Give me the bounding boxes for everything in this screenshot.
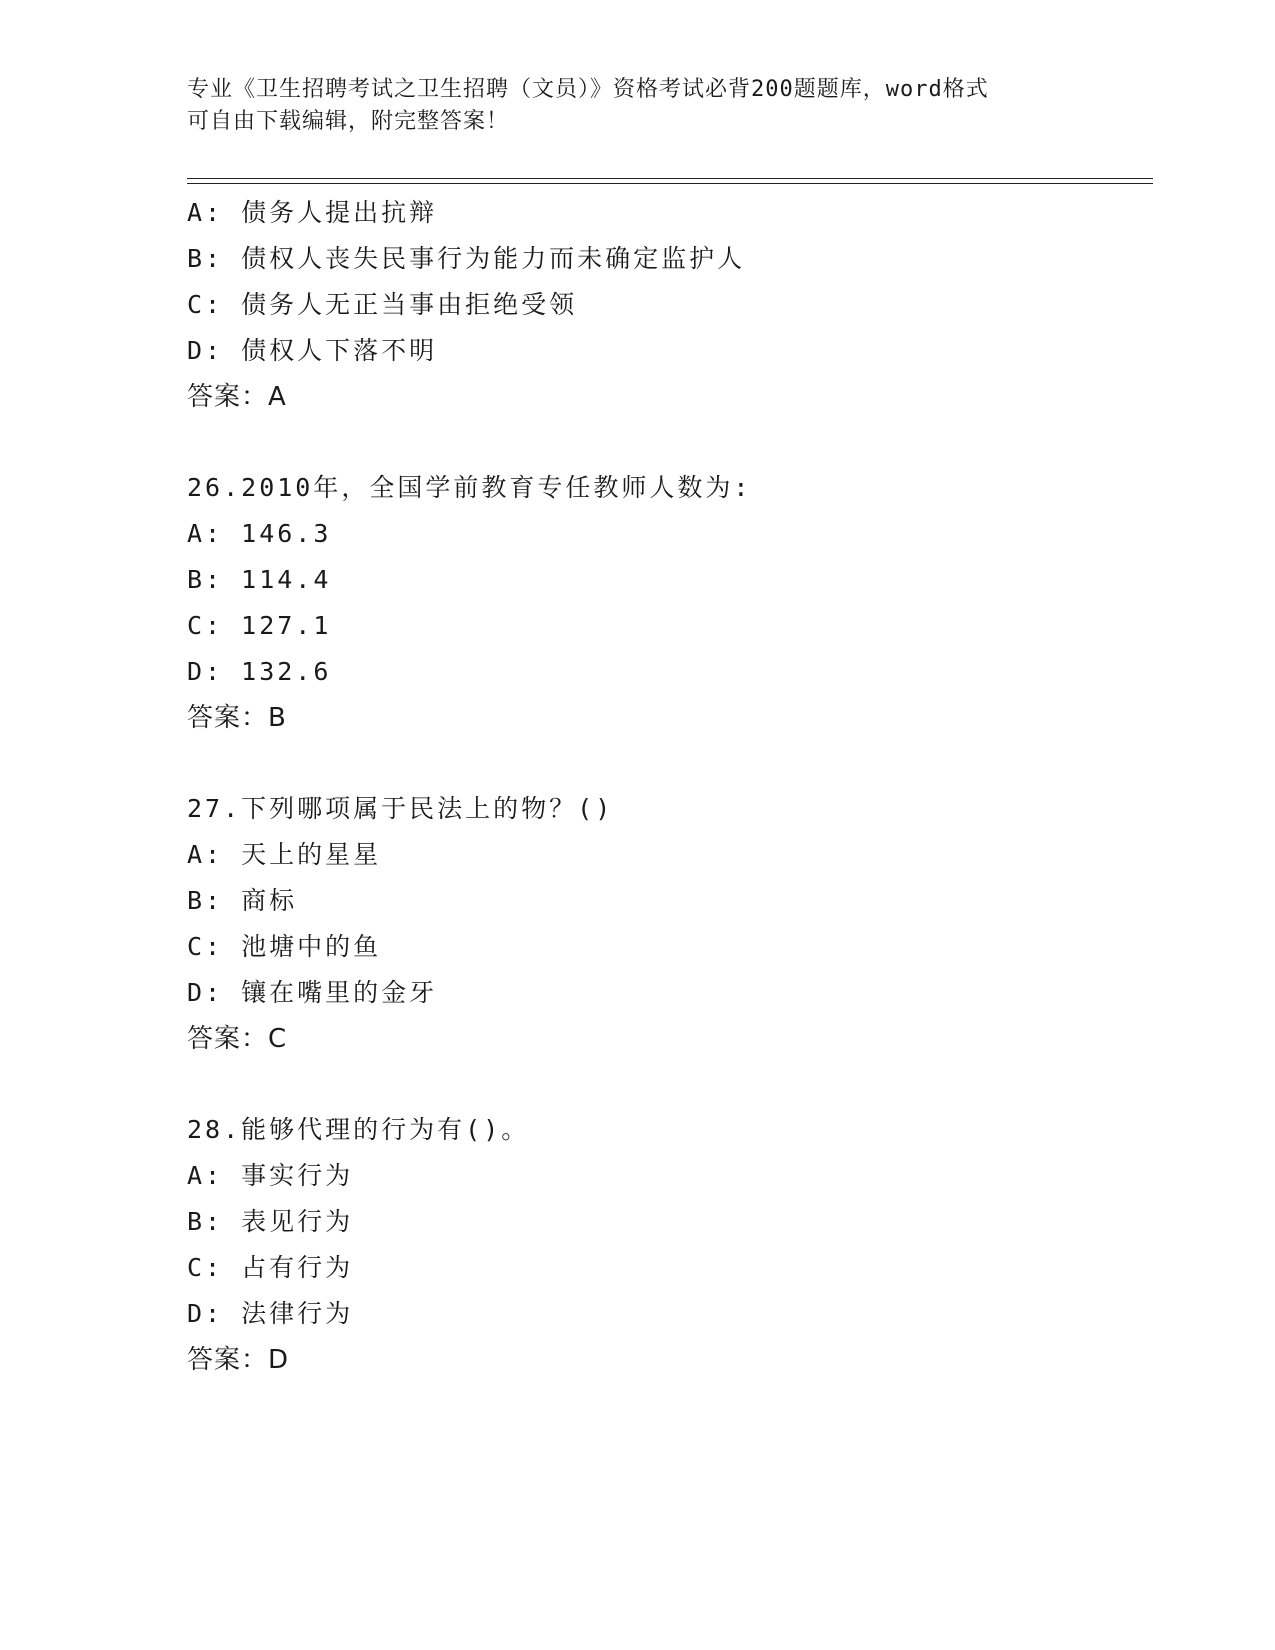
question-28 — [187, 1107, 1147, 1383]
option-b: B: 114.4 — [187, 565, 332, 594]
question-26 — [187, 465, 1147, 741]
option-d: D: 132.6 — [187, 657, 332, 686]
option-c: C: 池塘中的鱼 — [187, 932, 382, 961]
answer: 答案：C — [187, 1024, 288, 1054]
option-a: A: 天上的星星 — [187, 840, 382, 869]
header-line-1: 专业《卫生招聘考试之卫生招聘（文员）》资格考试必背200题题库，word格式 — [187, 77, 989, 102]
spacer — [187, 1062, 1147, 1107]
answer: 答案：A — [187, 382, 287, 412]
header-divider-bottom — [187, 183, 1153, 184]
option-b: B: 商标 — [187, 886, 298, 915]
spacer — [187, 741, 1147, 786]
option-d: D: 债权人下落不明 — [187, 336, 438, 365]
option-b: B: 表见行为 — [187, 1207, 354, 1236]
option-a: A: 债务人提出抗辩 — [187, 198, 438, 227]
option-a: A: 146.3 — [187, 519, 332, 548]
question-stem: 28.能够代理的行为有()。 — [187, 1115, 530, 1144]
option-b: B: 债权人丧失民事行为能力而未确定监护人 — [187, 244, 746, 273]
option-a: A: 事实行为 — [187, 1161, 354, 1190]
question-stem: 26.2010年，全国学前教育专任教师人数为: — [187, 473, 752, 502]
document-header — [187, 74, 1087, 138]
answer: 答案：D — [187, 1345, 290, 1375]
spacer — [187, 420, 1147, 465]
option-c: C: 占有行为 — [187, 1253, 354, 1282]
question-list — [187, 190, 1147, 1383]
answer: 答案：B — [187, 703, 287, 733]
option-d: D: 法律行为 — [187, 1299, 354, 1328]
option-d: D: 镶在嘴里的金牙 — [187, 978, 438, 1007]
option-c: C: 债务人无正当事由拒绝受领 — [187, 290, 578, 319]
question-stem: 27.下列哪项属于民法上的物？() — [187, 794, 614, 823]
header-divider-top — [187, 178, 1153, 179]
header-line-2: 可自由下载编辑，附完整答案！ — [187, 109, 510, 134]
question-25-tail — [187, 190, 1147, 420]
option-c: C: 127.1 — [187, 611, 332, 640]
question-27 — [187, 786, 1147, 1062]
